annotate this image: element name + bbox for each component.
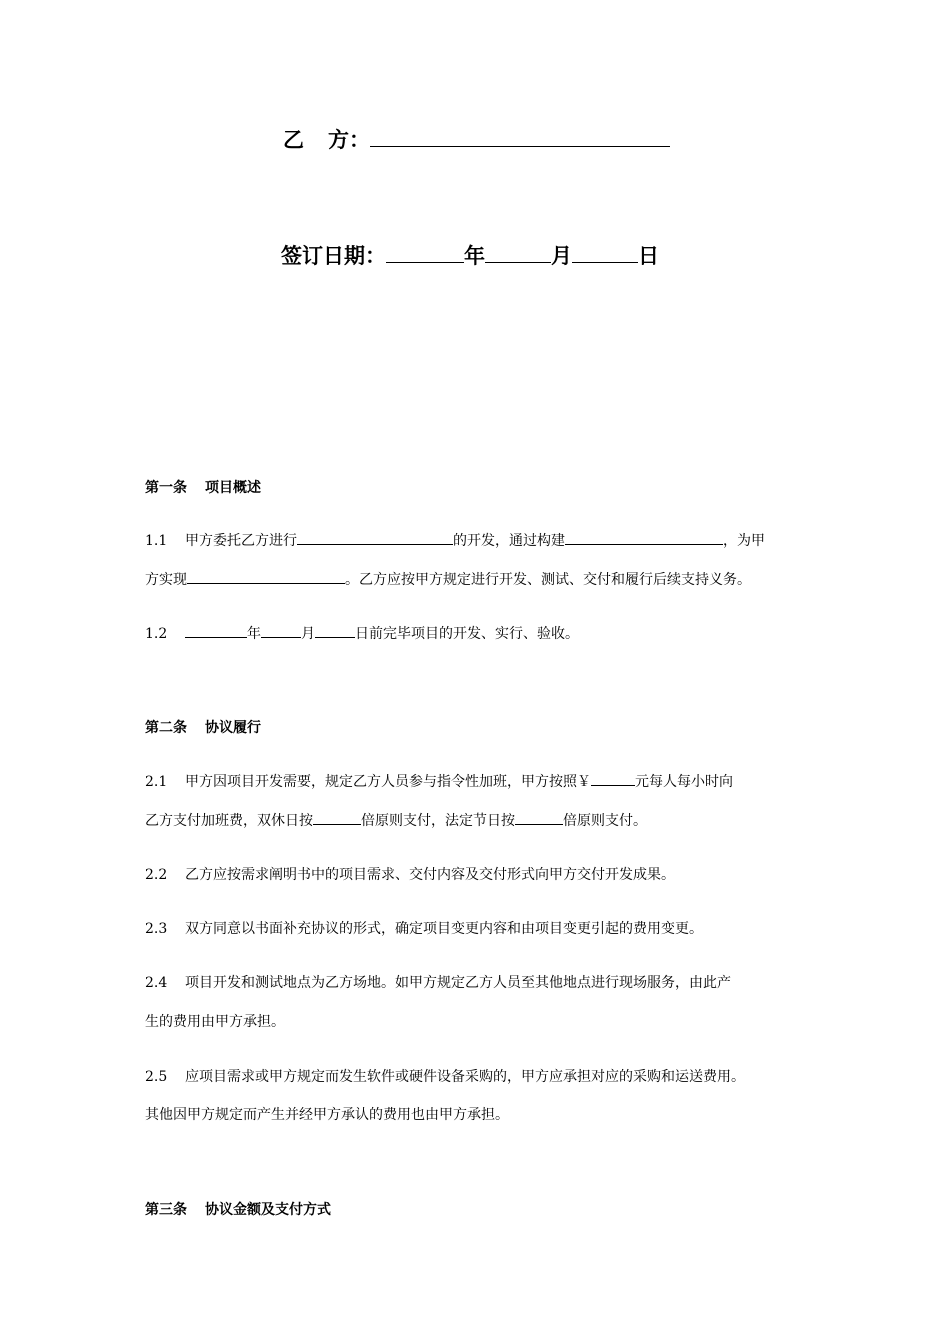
- project-name-blank[interactable]: [297, 530, 453, 545]
- clause-1-1-line-2: [145, 569, 751, 589]
- sign-day-label: 日: [638, 244, 659, 268]
- sign-month-blank[interactable]: [485, 241, 551, 263]
- sign-year-label: 年: [464, 244, 485, 268]
- clause-1-1-text-c: ，为甲: [723, 533, 765, 549]
- clause-2-4-text-a: 项目开发和测试地点为乙方场地。如甲方规定乙方人员至其他地点进行现场服务，由此产: [185, 975, 731, 991]
- clause-2-1-text-c: 乙方支付加班费，双休日按: [145, 813, 313, 829]
- deadline-month-label: 月: [301, 626, 315, 642]
- clause-2-1-text-a: 甲方因项目开发需要，规定乙方人员参与指令性加班，甲方按照￥: [185, 774, 591, 790]
- clause-1-1-line-1: [145, 530, 765, 550]
- sign-date-line: [281, 240, 659, 270]
- section-2-number: 第二条: [145, 720, 187, 736]
- overtime-rate-blank[interactable]: [591, 771, 635, 786]
- deadline-year-label: 年: [247, 626, 261, 642]
- clause-1-2-text: 日前完毕项目的开发、实行、验收。: [355, 626, 579, 642]
- clause-2-1-number: 2.1: [145, 774, 168, 790]
- system-blank[interactable]: [565, 530, 723, 545]
- party-b-label-2: 方：: [328, 128, 370, 152]
- deadline-month-blank[interactable]: [261, 623, 301, 638]
- clause-1-1-text-a: 甲方委托乙方进行: [185, 533, 297, 549]
- party-b-label-1: 乙: [283, 128, 304, 152]
- clause-2-2-number: 2.2: [145, 867, 168, 883]
- clause-2-1-text-d: 倍原则支付，法定节日按: [361, 813, 515, 829]
- party-b-blank[interactable]: [370, 125, 670, 147]
- sign-month-label: 月: [551, 244, 572, 268]
- section-3-heading: [145, 1199, 331, 1219]
- clause-2-5-text-b: 其他因甲方规定而产生并经甲方承认的费用也由甲方承担。: [145, 1107, 509, 1123]
- clause-2-4-line-1: [145, 972, 731, 992]
- sign-date-label: 签订日期：: [281, 244, 386, 268]
- clause-2-1-text-e: 倍原则支付。: [563, 813, 647, 829]
- clause-1-2-number: 1.2: [145, 626, 168, 642]
- weekend-multiplier-blank[interactable]: [313, 810, 361, 825]
- sign-year-blank[interactable]: [386, 241, 464, 263]
- section-1-heading: [145, 477, 261, 497]
- clause-2-3-number: 2.3: [145, 921, 168, 937]
- clause-2-2: [145, 864, 675, 884]
- clause-2-5-line-1: [145, 1066, 745, 1086]
- clause-1-1-text-e: 。乙方应按甲方规定进行开发、测试、交付和履行后续支持义务。: [345, 572, 751, 588]
- section-2-heading: [145, 717, 261, 737]
- clause-2-4-number: 2.4: [145, 975, 168, 991]
- deadline-day-blank[interactable]: [315, 623, 355, 638]
- holiday-multiplier-blank[interactable]: [515, 810, 563, 825]
- clause-2-1-line-2: [145, 810, 647, 830]
- clause-2-4-line-2: [145, 1011, 285, 1031]
- clause-1-1-number: 1.1: [145, 533, 168, 549]
- clause-2-3-text: 双方同意以书面补充协议的形式，确定项目变更内容和由项目变更引起的费用变更。: [185, 921, 703, 937]
- sign-day-blank[interactable]: [572, 241, 638, 263]
- goal-blank[interactable]: [187, 569, 345, 584]
- clause-1-2: [145, 623, 579, 643]
- section-3-number: 第三条: [145, 1202, 187, 1218]
- section-1-title: 项目概述: [205, 480, 261, 496]
- clause-2-5-line-2: [145, 1104, 509, 1124]
- clause-1-1-text-d: 方实现: [145, 572, 187, 588]
- deadline-year-blank[interactable]: [185, 623, 247, 638]
- section-1-number: 第一条: [145, 480, 187, 496]
- clause-2-5-text-a: 应项目需求或甲方规定而发生软件或硬件设备采购的，甲方应承担对应的采购和运送费用。: [185, 1069, 745, 1085]
- clause-1-1-text-b: 的开发，通过构建: [453, 533, 565, 549]
- clause-2-2-text: 乙方应按需求阐明书中的项目需求、交付内容及交付形式向甲方交付开发成果。: [185, 867, 675, 883]
- party-b-line: [283, 124, 670, 154]
- clause-2-3: [145, 918, 703, 938]
- section-3-title: 协议金额及支付方式: [205, 1202, 331, 1218]
- clause-2-4-text-b: 生的费用由甲方承担。: [145, 1014, 285, 1030]
- clause-2-1-line-1: [145, 771, 733, 791]
- clause-2-1-text-b: 元每人每小时向: [635, 774, 733, 790]
- clause-2-5-number: 2.5: [145, 1069, 168, 1085]
- section-2-title: 协议履行: [205, 720, 261, 736]
